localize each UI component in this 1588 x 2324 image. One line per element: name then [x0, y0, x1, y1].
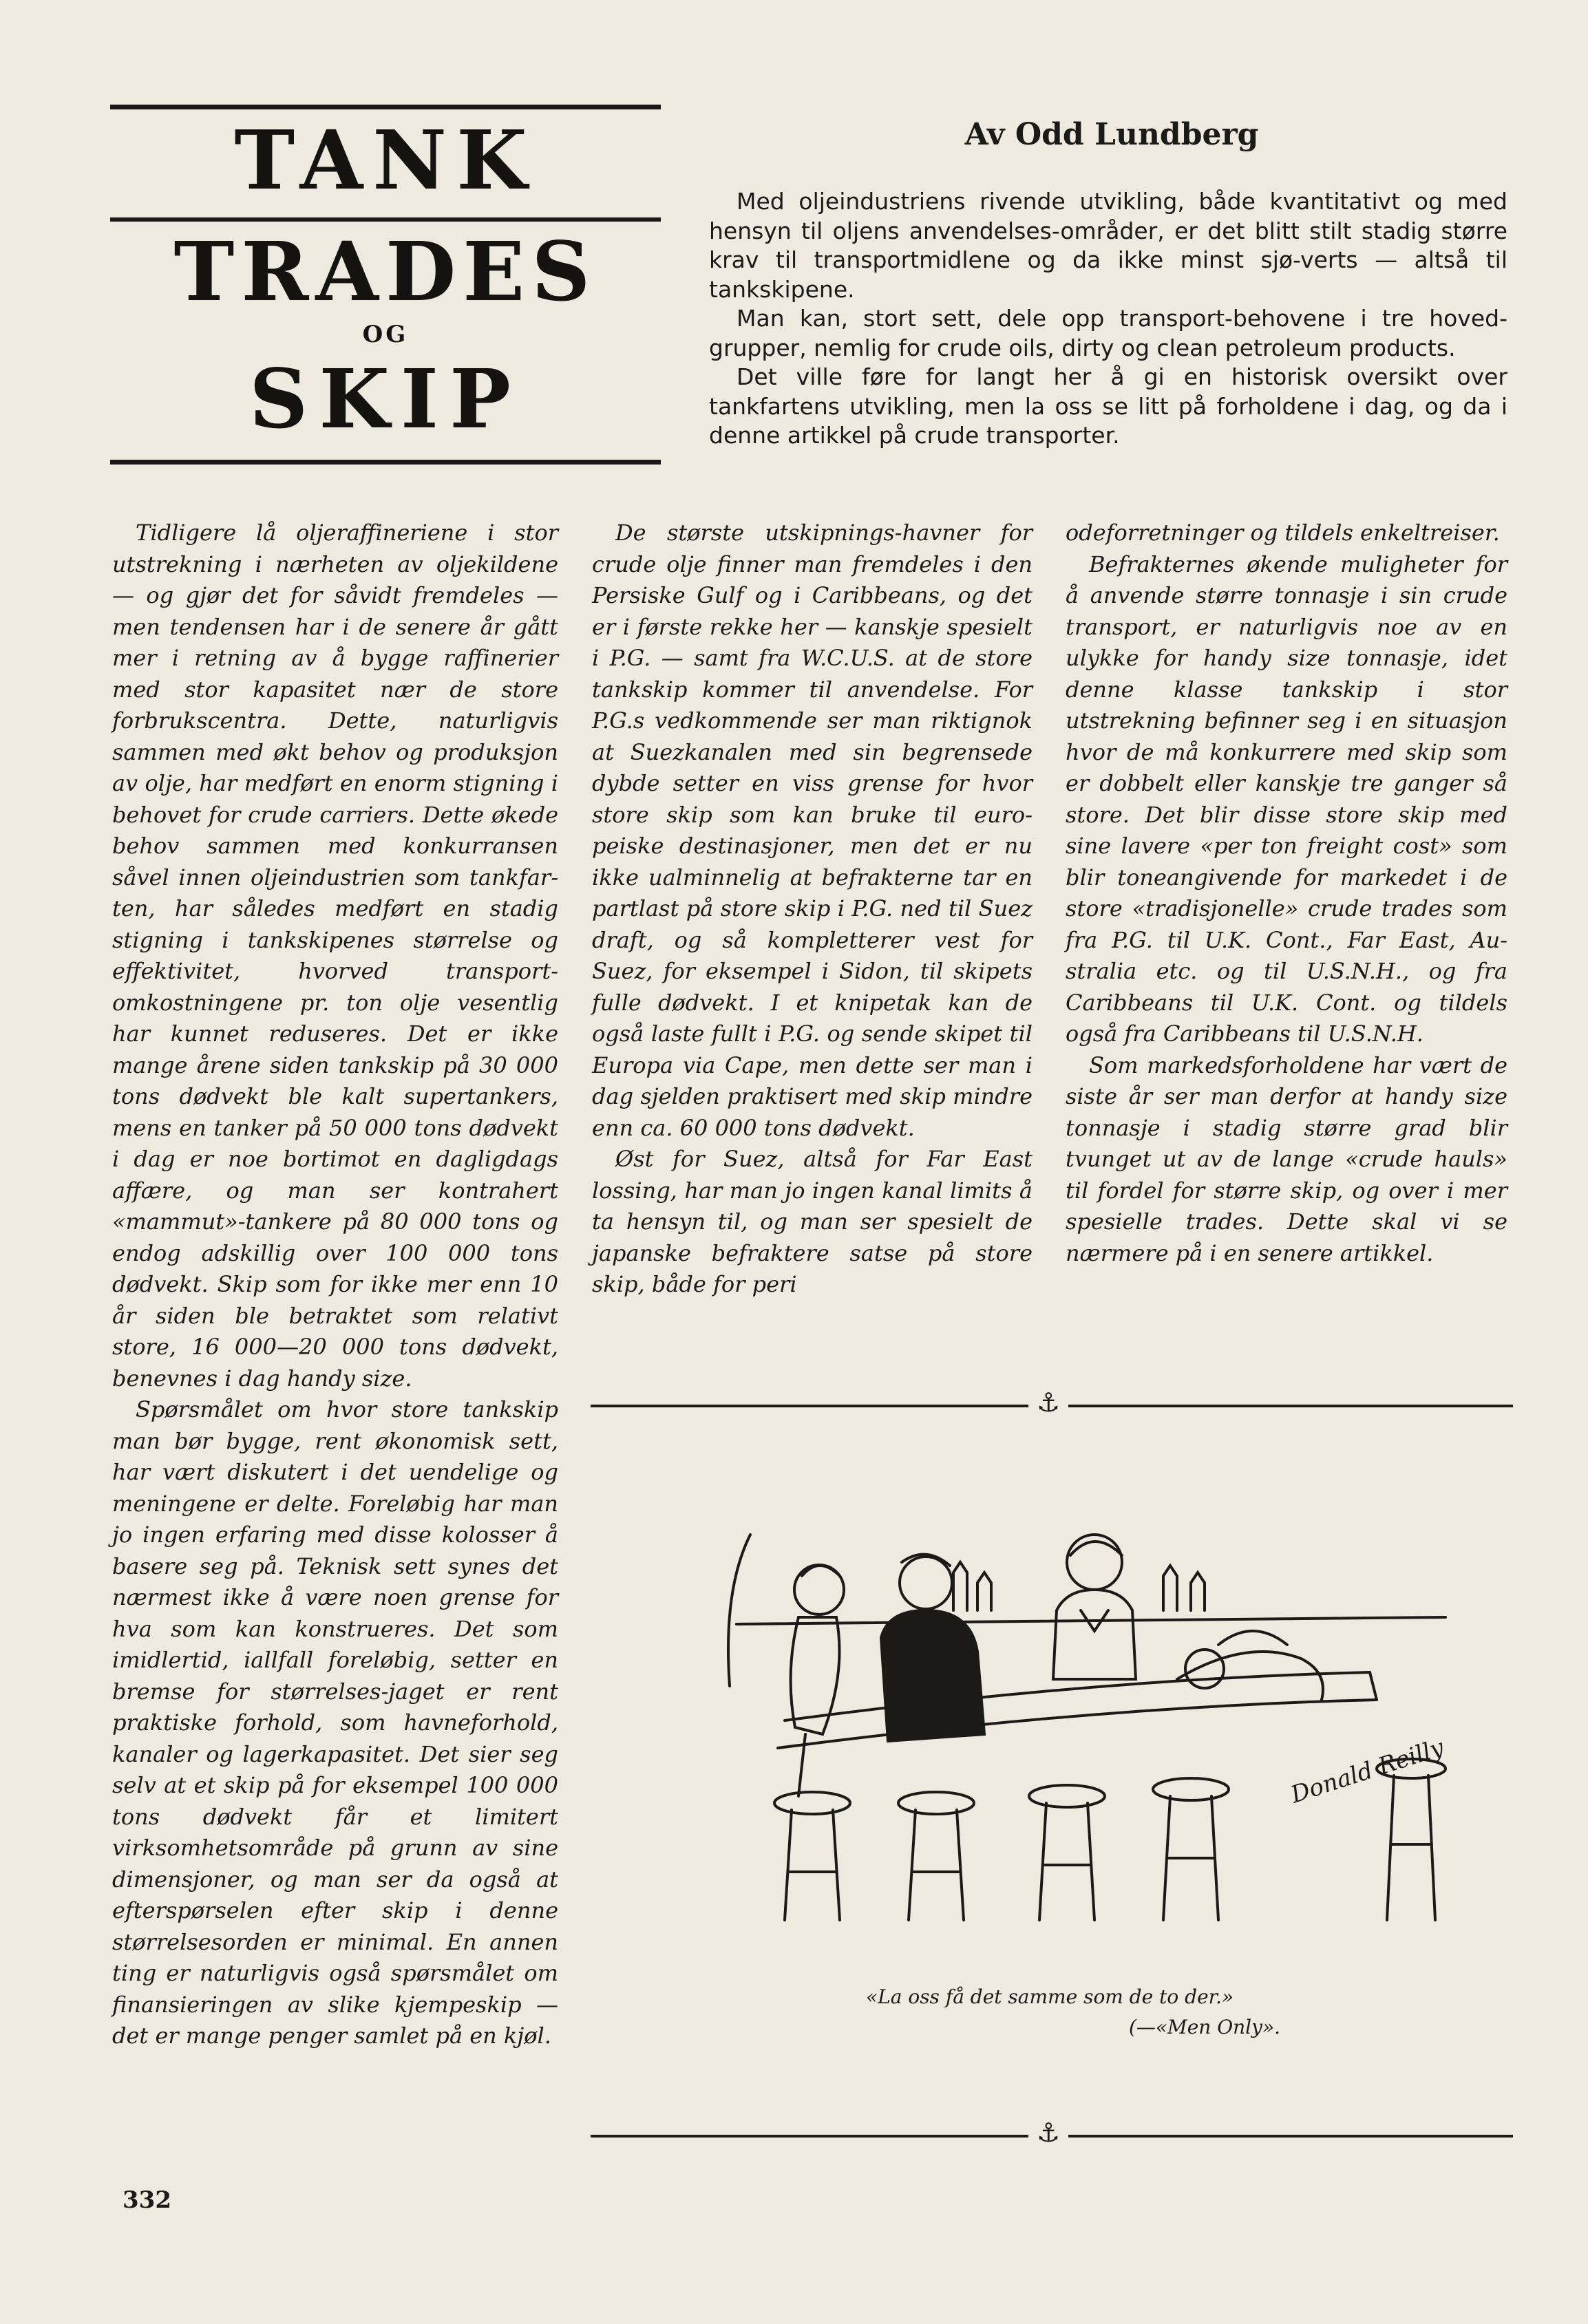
title-line-trades: TRADES — [173, 224, 597, 319]
intro-paragraph: Med oljeindustriens rivende utvikling, både kvantitativt og med hensyn til oljens anvendelses-områder, er det blitt stilt stadig større krav til transportmidlene og da ikke minst sjø-verts — altså til tankskipene. — [709, 188, 1507, 303]
column-3 — [1066, 518, 1507, 1269]
title-rule-bottom — [110, 460, 661, 465]
body-paragraph: odeforretninger og tildels enkeltreiser. — [1066, 520, 1500, 546]
title-rule-middle — [110, 217, 661, 222]
title-line-skip: SKIP — [249, 351, 522, 447]
column-2 — [592, 518, 1033, 1301]
anchor-divider-top — [591, 1387, 1513, 1419]
title-rule-top — [110, 105, 661, 109]
body-paragraph: Spørsmålet om hvor store tankskip man bør bygge, rent økonomisk sett, har vært diskutert i det uendelige og meningene er delte. Foreløbig har man jo ingen erfaring med disse kolosser å basere seg på. Teknisk sett synes det nærmest ikke å være noen grense for hva som kan konstrueres. Det som imidlertid, iallfall foreløbig, setter en bremse for størrelses-jaget er rent praktiske forhold, som havneforhold, kanaler og lagerkapasitet. Det sier seg selv at et skip på for eksempel 100 000 tons dødvekt får et limitert virksomhetsområde på grunn av sine dimensjoner, og man ser da også at efterspørselen efter skip i denne størrelsesorden er minimal. En annen ting er naturligvis også spørsmålet om finansieringen av slike kjempeskip — det er mange penger samlet på en kjøl. — [112, 1396, 558, 2049]
body-paragraph: Tidligere lå oljeraffineriene i stor utstrekning i nærheten av oljekildene — og gjør det for såvidt fremdeles — men tendensen har i de senere år gått mer i retning av å bygge raffinerier med stor kapasitet nær de store forbrukscentra. Dette, naturligvis sammen med økt behov og produksjon av olje, har medført en enorm stigning i behovet for crude carriers. Dette økede behov sammen med konkurransen såvel innen oljeindustrien som tankfarten, har således medført en stadig stigning i tankskipenes størrelse og effektivitet, hvorved transportomkostningene pr. ton olje vesentlig har kunnet reduseres. Det er ikke mange årene siden tankskip på 30 000 tons dødvekt ble kalt supertankers, mens en tanker på 50 000 tons dødvekt i dag er noe bortimot en dagligdags affære, og man ser kontrahert «mammut»-tankere på 80 000 tons og endog adskillig over 100 000 tons dødvekt. Skip som for ikke mer enn 10 år siden ble betraktet som relativt store, 16 000—20 000 tons dødvekt, benevnes i dag handy size. — [112, 520, 558, 1392]
byline: Av Odd Lundberg — [964, 117, 1259, 152]
title-line-tank: TANK — [234, 112, 537, 208]
intro-paragraph: Man kan, stort sett, dele opp transport-behovene i tre hoved-grupper, nemlig for crude oils, dirty og clean petroleum products. — [709, 305, 1507, 361]
anchor-icon: ⚓ — [1036, 2118, 1061, 2148]
anchor-icon: ⚓ — [1036, 1387, 1061, 1418]
caption-source: (—«Men Only». — [1128, 2016, 1280, 2038]
anchor-divider-bottom — [591, 2118, 1513, 2149]
column-1 — [112, 518, 558, 2052]
cartoon-signature: Donald Reilly — [1287, 1734, 1448, 1809]
body-paragraph: Øst for Suez, altså for Far East lossing, har man jo ingen kanal limits å ta hensyn til, og man ser spesielt de japanske befraktere satse på store skip, både for peri — [592, 1146, 1033, 1297]
page-number: 332 — [123, 2186, 171, 2214]
body-paragraph: De største utskipnings-havner for crude olje finner man fremdeles i den Persiske Gulf og i Caribbeans, og det er i første rekke her — kanskje spesielt i P.G. — samt fra W.C.U.S. at de store tankskip kommer til anvendelse. For P.G.s vedkommende ser man riktignok at Suezkanalen med sin begrensede dybde setter en viss grense for hvor store skip som kan bruke til europeiske destinasjoner, men det er nu ikke ualminnelig at befrakterne tar en partlast på store skip i P.G. ned til Suez draft, og så kompletterer vest for Suez, for eksempel i Sidon, til skipets fulle dødvekt. I et knipetak kan de også laste fullt i P.G. og sende skipet til Europa via Cape, men dette ser man i dag sjelden praktisert med skip mindre enn ca. 60 000 tons dødvekt. — [592, 520, 1033, 1141]
cartoon-caption — [592, 1982, 1507, 2043]
caption-quote: «La oss få det samme som de to der.» — [866, 1985, 1234, 2008]
cartoon-illustration — [681, 1507, 1494, 1961]
intro-text — [709, 187, 1507, 451]
body-paragraph: Befrakternes økende muligheter for å anvende større tonnasje i sin crude transport, er naturligvis noe av en ulykke for handy size tonnasje, idet denne klasse tankskip i stor utstrekning befinner seg i en situasjon hvor de må konkurrere med skip som er dobbelt eller kanskje tre ganger så store. Det blir disse store skip med sine lavere «per ton freight cost» som blir toneangivende for markedet i de store «tradisjonelle» crude trades som fra P.G. til U.K. Cont., Far East, Australia etc. og til U.S.N.H., og fra Caribbeans til U.K. Cont. og tildels også fra Caribbeans til U.S.N.H. — [1066, 551, 1507, 1047]
body-paragraph: Som markedsforholdene har vært de siste år ser man derfor at handy size tonnasje i stadig større grad blir tvunget ut av de lange «crude hauls» til fordel for større skip, og over i mer spesielle trades. Dette skal vi se nærmere på i en senere artikkel. — [1066, 1052, 1507, 1266]
title-line-og: OG — [362, 321, 409, 348]
intro-paragraph: Det ville føre for langt her å gi en historisk oversikt over tankfartens utvikling, men la oss se litt på forholdene i dag, og da i denne artikkel på crude transporter. — [709, 363, 1507, 449]
